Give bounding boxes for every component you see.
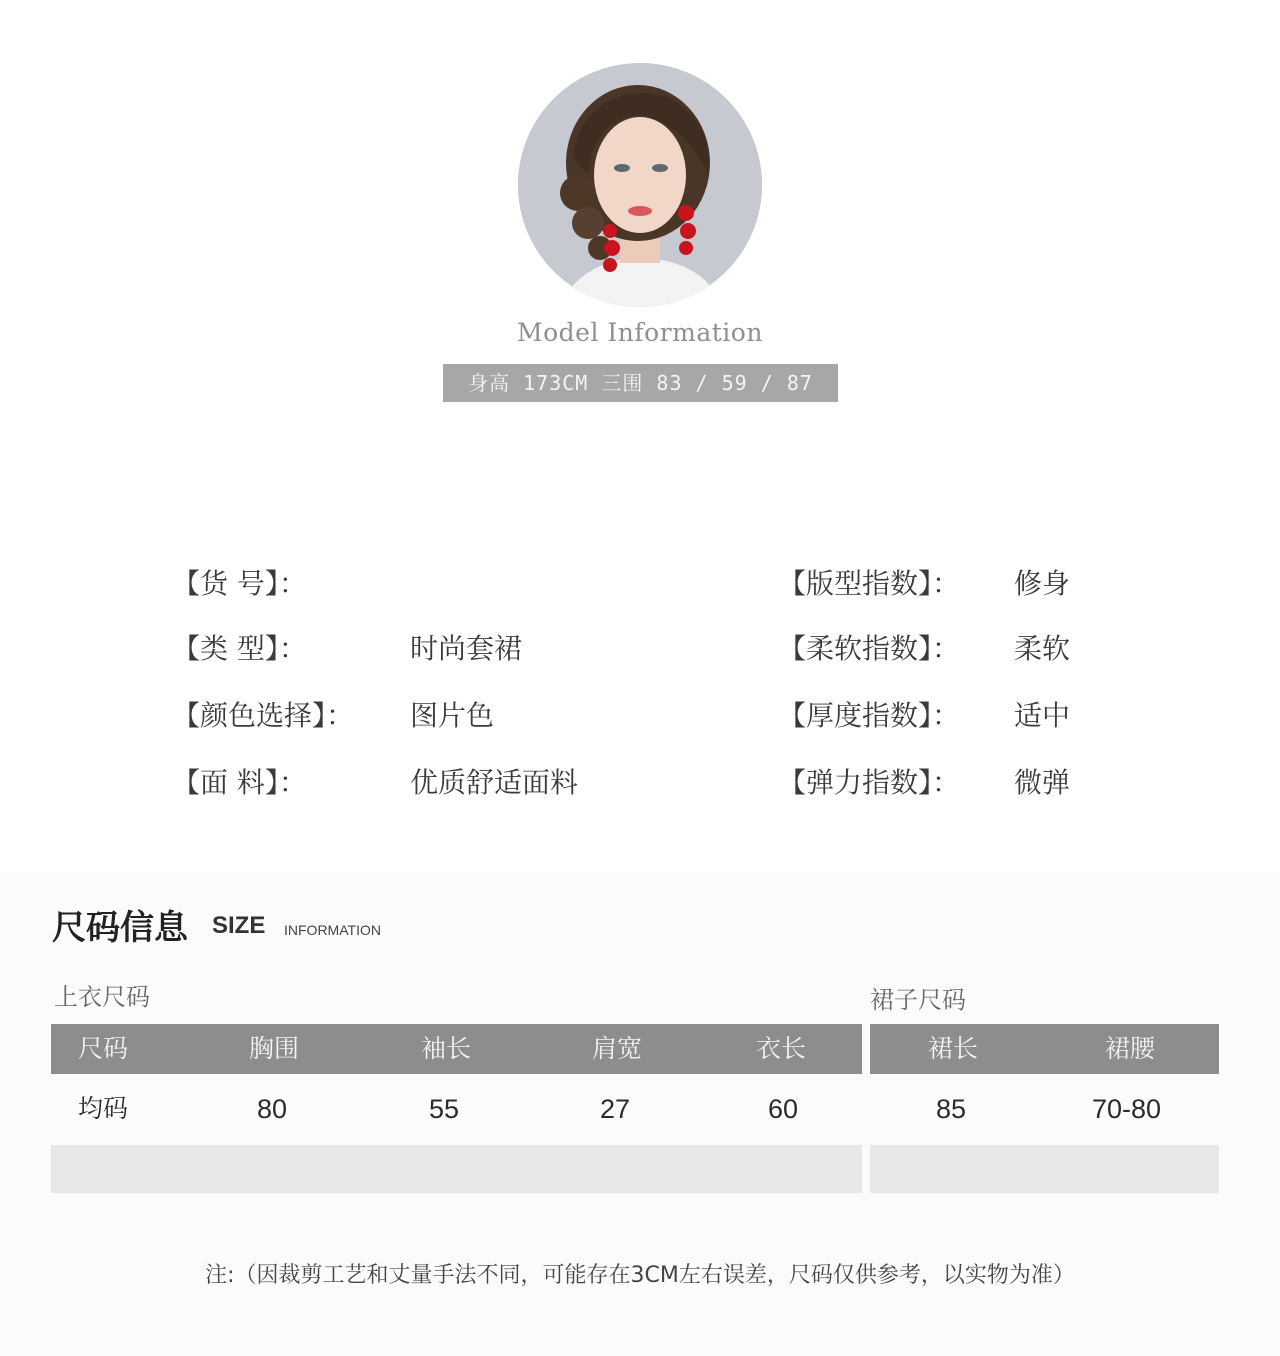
spec-label: 【版型指数】：: [778, 567, 961, 600]
th-sleeve: 袖长: [421, 1034, 472, 1063]
td-bust: 80: [257, 1094, 288, 1124]
td-size: 均码: [78, 1094, 129, 1123]
spec-value: 修身: [1014, 567, 1071, 600]
size-heading: 尺码信息: [52, 908, 188, 948]
spec-value: 时尚套裙: [410, 632, 523, 665]
th-skirt-length: 裙长: [928, 1034, 979, 1063]
spec-label: 【类 型】：: [172, 632, 307, 665]
skirt-size-table-header: [870, 1024, 1219, 1074]
th-size: 尺码: [78, 1034, 129, 1063]
size-heading-en: SIZE: [212, 912, 266, 939]
spec-label: 【面 料】：: [172, 766, 307, 799]
model-info-title: Model Information: [517, 318, 763, 347]
th-length: 衣长: [756, 1034, 807, 1063]
spec-value: 微弹: [1014, 766, 1071, 799]
spec-label: 【货 号】：: [172, 567, 307, 600]
top-size-title: 上衣尺码: [54, 983, 150, 1011]
td-length: 60: [768, 1094, 799, 1124]
size-heading-en-small: INFORMATION: [284, 922, 381, 938]
skirt-size-title: 裙子尺码: [870, 986, 966, 1014]
skirt-table-empty-row: [870, 1145, 1219, 1193]
spec-label: 【厚度指数】：: [778, 699, 961, 732]
td-sleeve: 55: [429, 1094, 460, 1124]
top-table-empty-row: [51, 1145, 862, 1193]
td-skirt-waist: 70-80: [1092, 1094, 1162, 1124]
spec-value: 图片色: [410, 699, 495, 732]
td-shoulder: 27: [600, 1094, 631, 1124]
size-note: 注:（因裁剪工艺和丈量手法不同，可能存在3CM左右误差，尺码仅供参考，以实物为准）: [205, 1263, 1075, 1288]
model-stats-bar: 身高 173CM 三围 83 / 59 / 87: [443, 364, 838, 402]
spec-value: 柔软: [1014, 632, 1071, 665]
th-shoulder: 肩宽: [592, 1034, 643, 1063]
model-portrait-image: [518, 63, 762, 307]
spec-label: 【弹力指数】：: [778, 766, 961, 799]
spec-label: 【颜色选择】：: [172, 699, 355, 732]
th-skirt-waist: 裙腰: [1105, 1034, 1156, 1063]
spec-label: 【柔软指数】：: [778, 632, 961, 665]
spec-value: 适中: [1014, 699, 1071, 732]
model-avatar: [518, 63, 762, 307]
th-bust: 胸围: [249, 1034, 300, 1063]
top-size-table-header: [51, 1024, 862, 1074]
td-skirt-length: 85: [936, 1094, 967, 1124]
spec-value: 优质舒适面料: [410, 766, 579, 799]
